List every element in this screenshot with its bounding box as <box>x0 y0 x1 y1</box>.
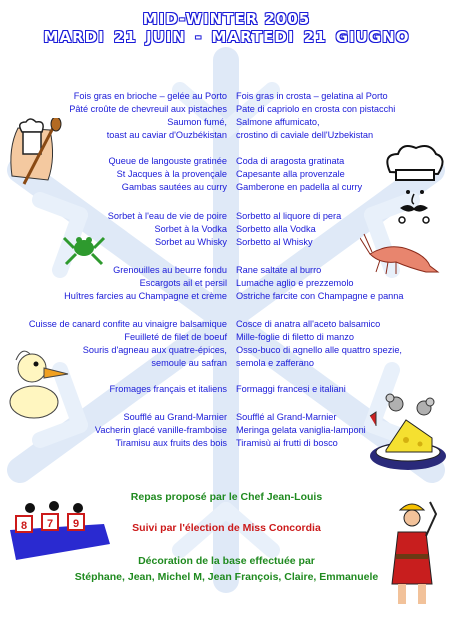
chef-face-icon <box>380 142 448 228</box>
course-3-fr <box>108 210 227 249</box>
dish-it: Osso-buco di agnello alle quattro spezie, <box>236 345 402 355</box>
dish-fr: Tiramisu aux fruits des bois <box>115 438 227 448</box>
decoration-credit: Décoration de la base effectuée par <box>138 555 315 567</box>
dish-fr: toast au caviar d'Ouzbékistan <box>106 130 227 140</box>
election-note: Suivi par l'élection de Miss Concordia <box>132 522 321 534</box>
dish-fr: Sorbet à l'eau de vie de poire <box>107 211 227 221</box>
course-7-fr <box>95 411 227 450</box>
decoration-names: Stéphane, Jean, Michel M, Jean François, Claire, Emmanuele <box>74 571 379 583</box>
duck-icon <box>4 344 72 422</box>
dish-fr: Gambas sautées au curry <box>121 182 227 192</box>
mice-cheese-icon <box>366 390 450 476</box>
course-4-fr <box>64 264 227 303</box>
dish-it: Cosce di anatra all'aceto balsamico <box>236 319 381 329</box>
dish-fr: Soufflé au Grand-Marnier <box>123 412 227 422</box>
worker-woman-icon <box>384 498 440 608</box>
course-3-it <box>236 210 341 249</box>
dish-it: Formaggi francesi e italiani <box>236 384 346 394</box>
dish-fr: St Jacques à la provençale <box>116 169 227 179</box>
title-line-2: MARDI 21 JUIN - MARTEDI 21 GIUGNO <box>43 28 410 46</box>
dish-it: Ostriche farcite con Champagne e panna <box>236 291 404 301</box>
dish-fr: Saumon fumé, <box>167 117 227 127</box>
shrimp-icon <box>360 232 440 278</box>
dish-it: Pate di capriolo en crosta con pistacchi <box>236 104 396 114</box>
dish-fr: Sorbet au Whisky <box>155 237 227 247</box>
course-2-it <box>236 155 362 194</box>
dish-it: Fois gras in crosta – gelatina al Porto <box>236 91 388 101</box>
dish-fr: Queue de langouste gratinée <box>108 156 227 166</box>
dish-it: Mille-foglie di filetto di manzo <box>236 332 354 342</box>
dish-fr: Souris d'agneau aux quatre-épices, <box>82 345 227 355</box>
chef-hat-spoon-icon <box>4 118 66 190</box>
dish-it: Tiramisù ai frutti di bosco <box>236 438 338 448</box>
title-line-1: MID-WINTER 2005 <box>142 10 311 28</box>
dish-fr: Fois gras en brioche – gelée au Porto <box>73 91 227 101</box>
dish-it: Sorbetto al Whisky <box>236 237 313 247</box>
dish-fr: Feuilleté de filet de boeuf <box>124 332 227 342</box>
course-6-it <box>236 383 346 396</box>
dish-fr: Sorbet à la Vodka <box>154 224 227 234</box>
score-card-3: 9 <box>72 518 80 530</box>
score-card-1: 8 <box>20 520 28 532</box>
dish-it: Coda di aragosta gratinata <box>236 156 345 166</box>
course-2-fr <box>108 155 227 194</box>
dish-it: Salmone affumicato, <box>236 117 320 127</box>
course-1-fr <box>69 90 227 142</box>
dish-fr: Fromages français et italiens <box>109 384 227 394</box>
dish-fr: Pâté croûte de chevreuil aux pistaches <box>69 104 227 114</box>
dish-it: Sorbetto al liquore di pera <box>236 211 342 221</box>
course-1-it <box>236 90 395 142</box>
dish-it: Capesante alla provenzale <box>236 169 345 179</box>
course-7-it <box>236 411 366 450</box>
dish-it: Sorbetto alla Vodka <box>236 224 316 234</box>
dish-fr: Huîtres farcies au Champagne et crème <box>64 291 227 301</box>
course-6-fr <box>110 383 227 396</box>
dish-it: Rane saltate al burro <box>236 265 322 275</box>
dish-it: Soufflé al Grand-Marnier <box>236 412 337 422</box>
dish-fr: Escargots ail et persil <box>139 278 227 288</box>
course-5-it <box>236 318 402 370</box>
dish-fr: Cuisse de canard confite au vinaigre balsamique <box>28 319 227 329</box>
chef-credit: Repas proposé par le Chef Jean-Louis <box>130 491 323 503</box>
dish-it: Lumache aglio e prezzemolo <box>236 278 354 288</box>
dish-it: semola e zafferano <box>236 358 314 368</box>
frog-icon <box>62 230 106 266</box>
dish-it: crostino di caviale dell'Uzbekistan <box>236 130 374 140</box>
judges-table-icon <box>4 500 114 562</box>
dish-fr: semoule au safran <box>151 358 227 368</box>
dish-fr: Grenouilles au beurre fondu <box>113 265 227 275</box>
dish-it: Meringa gelata vaniglia-lamponi <box>236 425 366 435</box>
dish-it: Gamberone en padella al curry <box>236 182 363 192</box>
dish-fr: Vacherin glacé vanille-framboise <box>94 425 227 435</box>
score-card-2: 7 <box>46 518 54 530</box>
